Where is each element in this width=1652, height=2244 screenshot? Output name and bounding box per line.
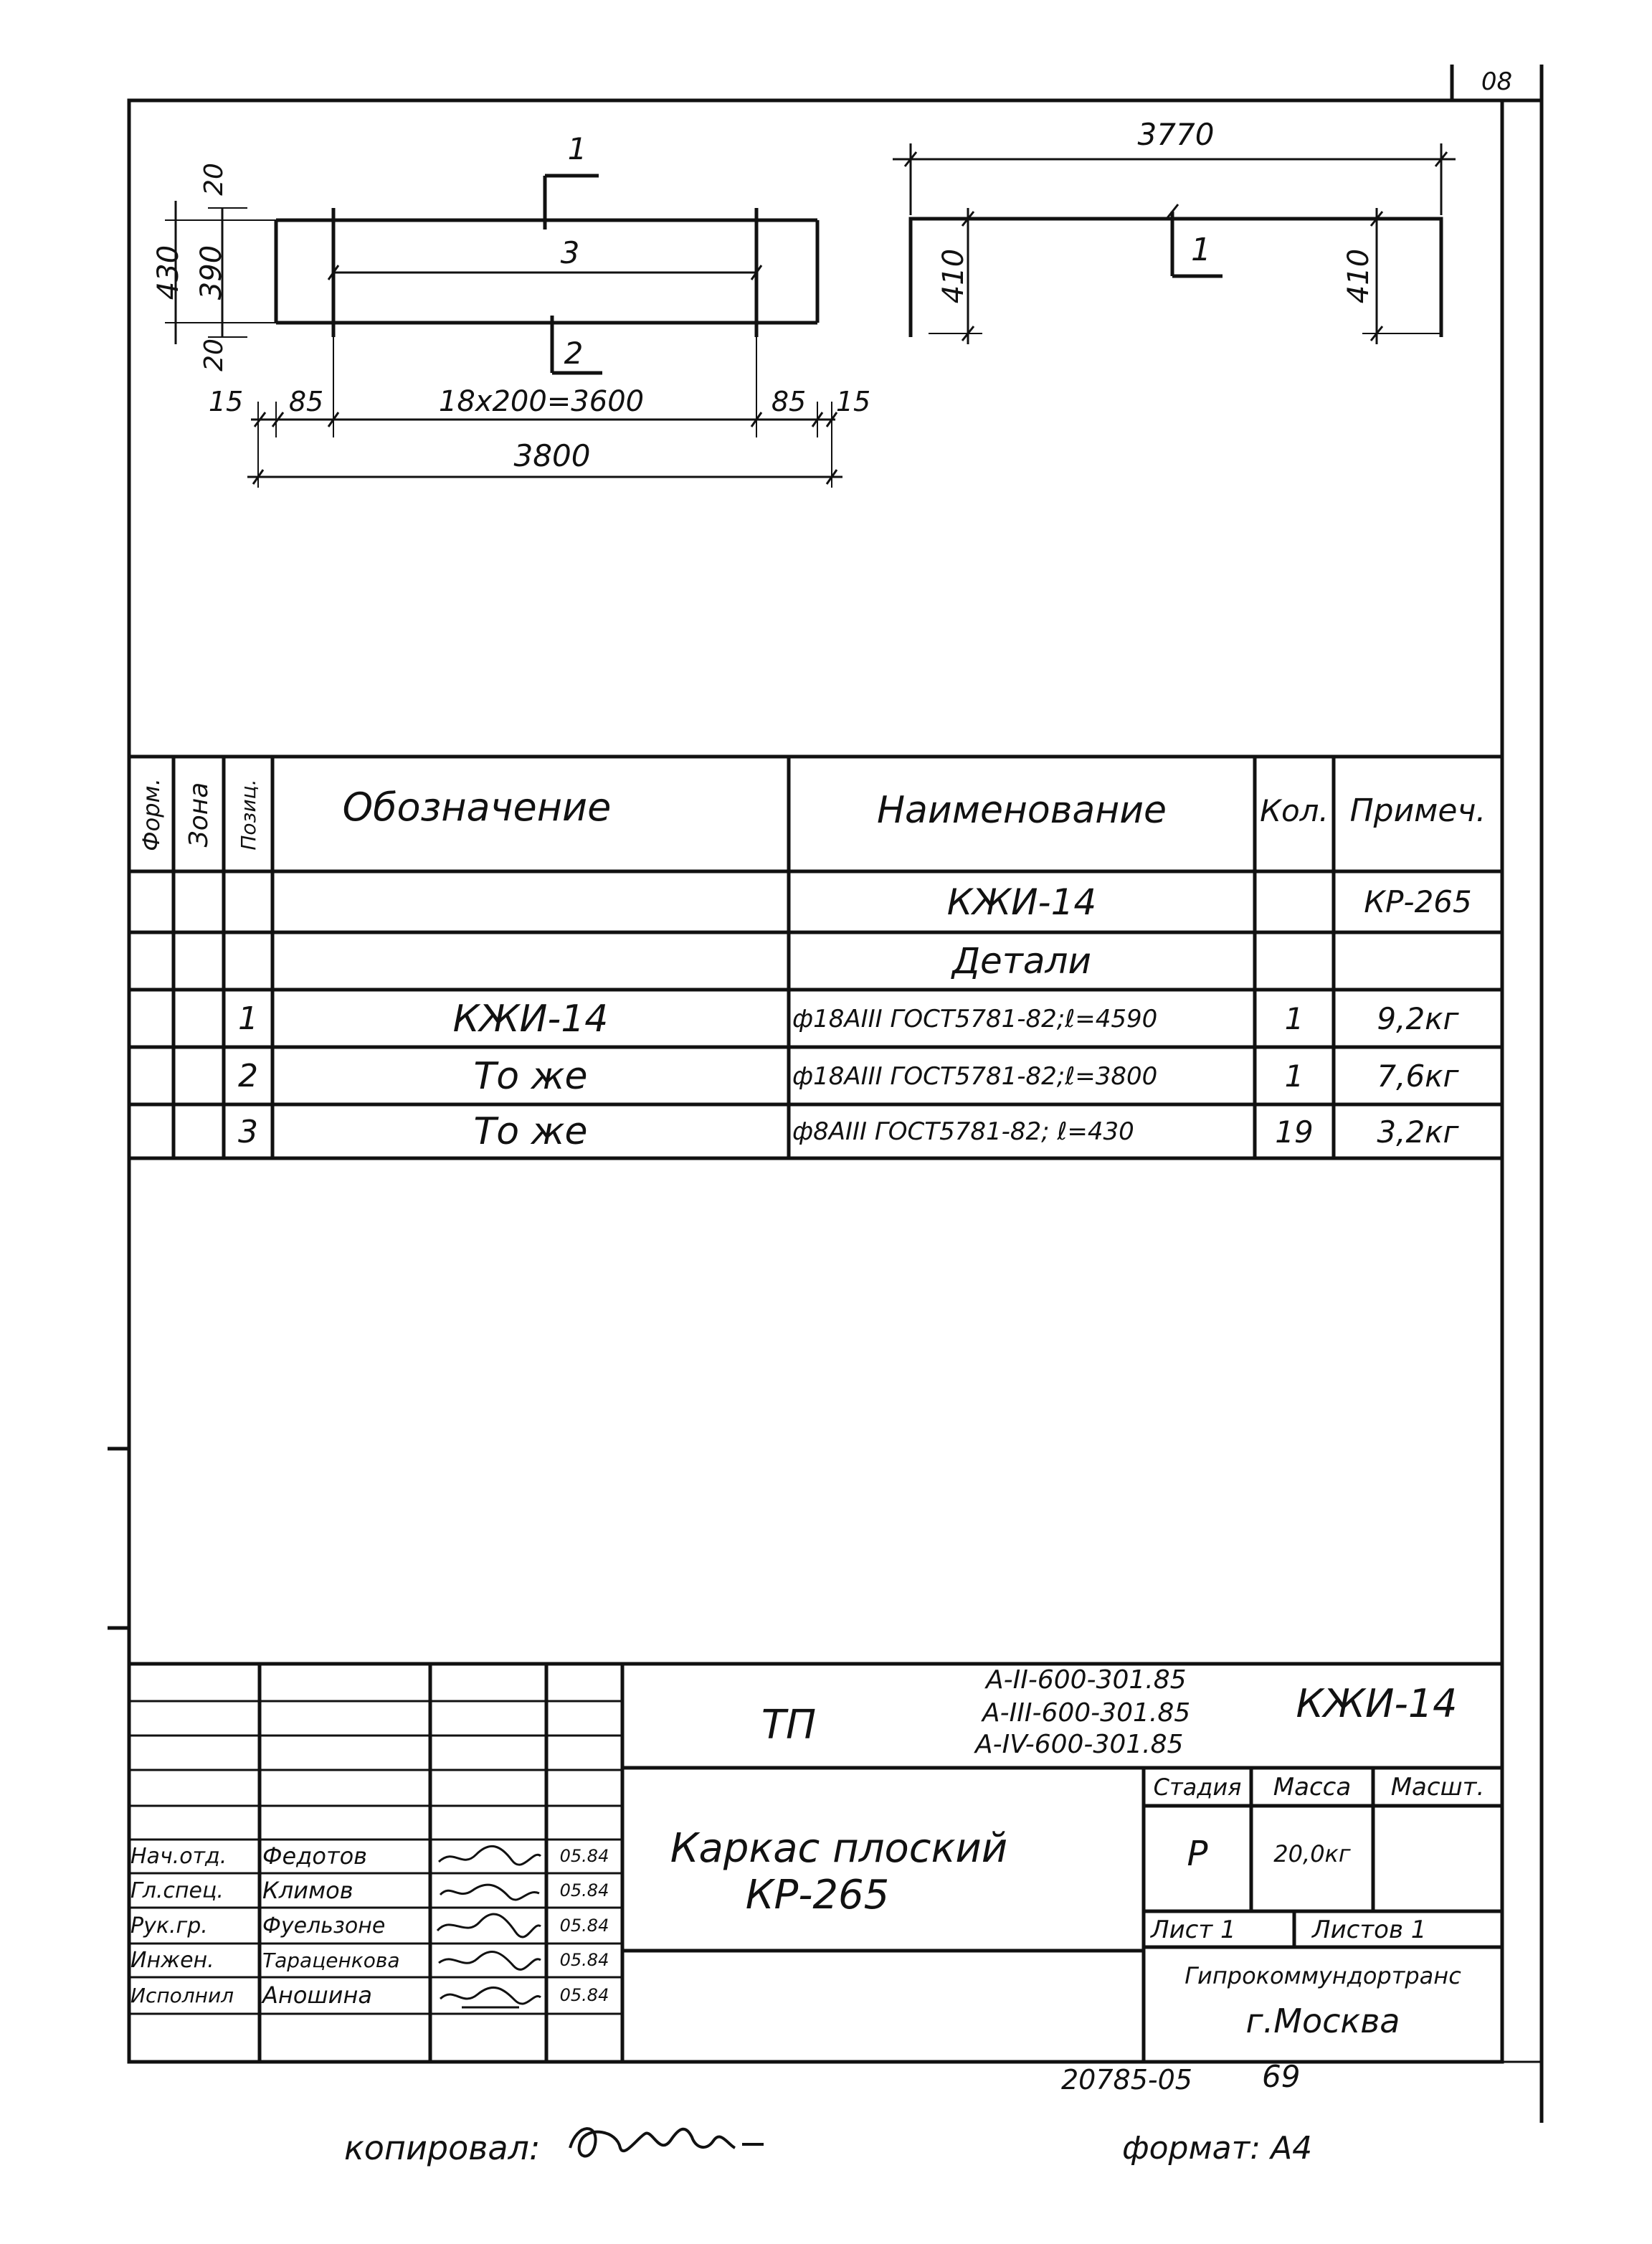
scale-label: Масшт.	[1390, 1773, 1485, 1802]
mark-1-left: 1	[567, 131, 587, 166]
staff-role: Рук.гр.	[130, 1913, 208, 1938]
organization-city: г.Москва	[1245, 2001, 1400, 2040]
row-name: ф8АIII ГОСТ5781-82; ℓ=430	[792, 1117, 1134, 1146]
stage-label: Стадия	[1153, 1774, 1242, 1801]
signature	[433, 1944, 544, 1976]
sheet-label: Лист 1	[1151, 1916, 1236, 1944]
row-name: КЖИ-14	[946, 881, 1097, 923]
dim-3800: 3800	[513, 438, 591, 473]
dim-85-right: 85	[771, 386, 807, 417]
signature	[433, 1840, 544, 1872]
header-position: Позиц.	[236, 779, 260, 851]
header-name: Наименование	[876, 789, 1167, 832]
series-code: А-II-600-301.85	[986, 1665, 1187, 1695]
sheets-label: Листов 1	[1312, 1916, 1427, 1944]
dim-85-left: 85	[288, 386, 324, 417]
staff-name: Аношина	[262, 1982, 372, 2009]
staff-date: 05.84	[559, 1950, 609, 1970]
page-number: 69	[1262, 2058, 1301, 2094]
copied-label: копировал:	[344, 2129, 541, 2167]
dim-390: 390	[195, 245, 228, 300]
mark-2-left: 2	[564, 336, 584, 371]
row-name: ф18АIII ГОСТ5781-82;ℓ=4590	[792, 1004, 1158, 1033]
dim-20-bottom: 20	[199, 339, 229, 371]
tp-label: ТП	[761, 1701, 817, 1748]
staff-date: 05.84	[559, 1880, 609, 1900]
doc-code: КЖИ-14	[1296, 1680, 1458, 1726]
inventory-number: 20785-05	[1061, 2064, 1192, 2096]
header-note: Примеч.	[1349, 792, 1486, 829]
row-note: 3,2кг	[1377, 1114, 1459, 1150]
row-designation: То же	[473, 1110, 588, 1153]
staff-name: Климов	[262, 1877, 353, 1904]
row-name: Детали	[951, 939, 1092, 982]
dim-20-top: 20	[199, 163, 229, 196]
signature	[433, 1909, 544, 1942]
row-qty: 1	[1284, 1059, 1304, 1094]
series-code: А-III-600-301.85	[982, 1698, 1191, 1728]
mass-label: Масса	[1273, 1773, 1352, 1802]
sheet-corner-number: 08	[1481, 67, 1513, 96]
header-qty: Кол.	[1260, 792, 1329, 828]
row-position: 2	[238, 1058, 258, 1094]
dim-410-right: 410	[1342, 248, 1375, 304]
staff-role: Гл.спец.	[130, 1878, 224, 1903]
format-label: формат: А4	[1122, 2129, 1313, 2167]
stage-value: Р	[1187, 1834, 1208, 1874]
scale-value	[1373, 1829, 1502, 1879]
row-qty: 19	[1275, 1114, 1314, 1150]
dim-spacing: 18x200=3600	[438, 385, 645, 418]
row-designation: КЖИ-14	[452, 997, 609, 1041]
staff-name: Тараценкова	[262, 1948, 400, 1972]
organization-name: Гипрокоммундортранс	[1185, 1962, 1461, 1989]
copyist-signature	[559, 2108, 789, 2173]
staff-name: Федотов	[262, 1842, 368, 1870]
signature	[433, 1979, 544, 2012]
staff-role: Нач.отд.	[130, 1843, 227, 1869]
header-zone: Зона	[184, 782, 214, 848]
mark-3-left: 3	[560, 235, 580, 270]
staff-date: 05.84	[559, 1846, 609, 1866]
signature	[433, 1875, 544, 1906]
header-designation: Обозначение	[342, 784, 612, 830]
staff-date: 05.84	[559, 1916, 609, 1936]
staff-role: Исполнил	[130, 1983, 234, 2007]
dim-15-left: 15	[208, 386, 244, 417]
dim-15-right: 15	[835, 386, 871, 417]
row-note: КР-265	[1364, 884, 1472, 919]
drawing-title-line2: КР-265	[745, 1872, 890, 1918]
dim-410-left: 410	[937, 248, 970, 304]
series-code: А-IV-600-301.85	[975, 1729, 1184, 1759]
row-qty: 1	[1284, 1001, 1304, 1036]
row-position: 3	[238, 1113, 258, 1150]
row-note: 7,6кг	[1377, 1059, 1459, 1094]
staff-name: Фуельзоне	[262, 1913, 386, 1938]
mark-1-right: 1	[1191, 231, 1211, 268]
row-name: ф18АIII ГОСТ5781-82;ℓ=3800	[792, 1061, 1158, 1091]
row-designation: То же	[473, 1054, 588, 1098]
mass-value: 20,0кг	[1273, 1840, 1351, 1867]
row-position: 1	[238, 1000, 258, 1037]
dim-3770: 3770	[1137, 117, 1215, 152]
drawing-title-line1: Каркас плоский	[670, 1825, 1008, 1872]
staff-role: Инжен.	[130, 1947, 214, 1973]
row-note: 9,2кг	[1377, 1001, 1459, 1036]
header-format: Форм.	[138, 778, 165, 851]
staff-date: 05.84	[559, 1985, 609, 2005]
dim-430: 430	[152, 245, 185, 300]
